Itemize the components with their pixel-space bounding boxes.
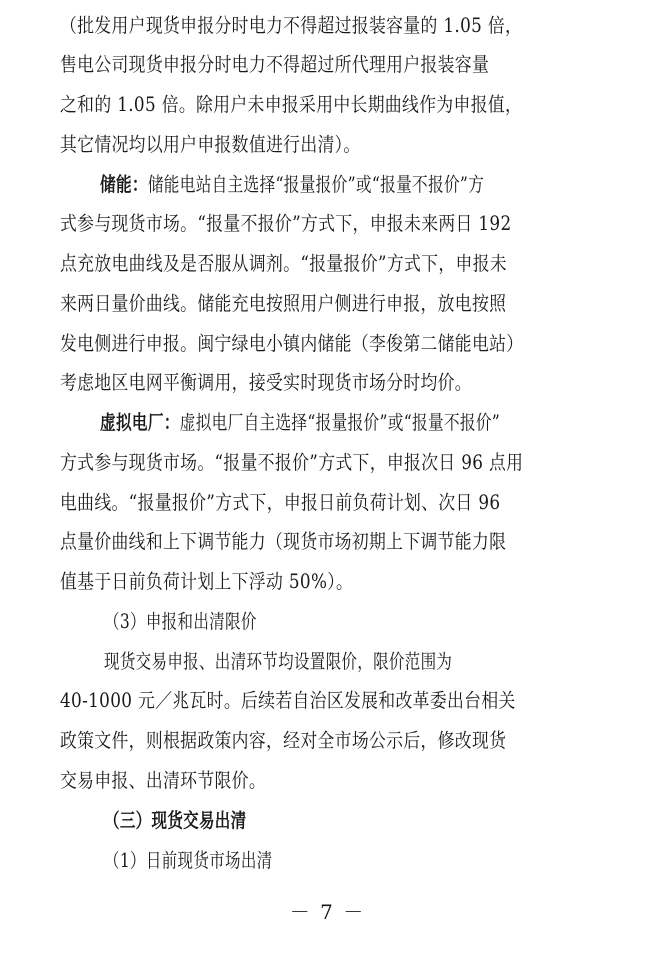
- text-line: [60, 247, 625, 281]
- line-text: 值基于日前负荷计划上下浮动 50%）。: [60, 570, 354, 594]
- storage-heading: 储能：: [100, 173, 148, 197]
- text-line: [60, 207, 625, 241]
- line-text: 发电侧进行申报。闽宁绿电小镇内储能（李俊第二储能电站）: [60, 332, 524, 356]
- text-line: [60, 446, 625, 480]
- line-text: 交易申报、出清环节限价。: [60, 769, 266, 793]
- section-heading: [104, 804, 625, 838]
- text-line: [60, 287, 625, 321]
- line-text: 储能电站自主选择“报量报价”或“报量不报价”方: [147, 173, 485, 197]
- text-line: [60, 88, 625, 122]
- subsection-heading: [104, 844, 625, 878]
- line-text: 考虑地区电网平衡调用，接受实时现货市场分时均价。: [60, 371, 472, 395]
- paragraph-vpp-first-line: [100, 406, 625, 440]
- line-text: 点量价曲线和上下调节能力（现货市场初期上下调节能力限: [60, 530, 507, 554]
- line-text: （批发用户现货申报分时电力不得超过报装容量的 1.05 倍，: [60, 14, 523, 38]
- line-text: 售电公司现货申报分时电力不得超过所代理用户报装容量: [60, 53, 490, 77]
- text-line: [60, 128, 625, 162]
- subsection-heading: [104, 605, 625, 639]
- page-number: － 7 －: [289, 900, 366, 924]
- text-line: [60, 684, 625, 718]
- text-line: [60, 724, 625, 758]
- line-text: 其它情况均以用户申报数值进行出清）。: [60, 133, 361, 157]
- line-text: 电曲线。“报量报价”方式下，申报日前负荷计划、次日 96: [60, 491, 501, 515]
- text-line: [60, 366, 625, 400]
- text-line: [60, 48, 625, 82]
- line-text: 之和的 1.05 倍。除用户未申报采用中长期曲线作为申报值，: [60, 93, 523, 117]
- paragraph-storage-first-line: [100, 168, 625, 202]
- line-text: （1）日前现货市场出清: [104, 848, 273, 872]
- line-text: 方式参与现货市场。“报量不报价”方式下，申报次日 96 点用: [60, 451, 524, 475]
- line-text: 现货交易申报、出清环节均设置限价，限价范围为: [104, 650, 453, 674]
- line-text: （3）申报和出清限价: [104, 610, 257, 634]
- text-line: [60, 764, 625, 798]
- line-text: 政策文件，则根据政策内容，经对全市场公示后，修改现货: [60, 729, 507, 753]
- section-heading-text: （三）现货交易出清: [104, 809, 247, 833]
- text-line: [60, 565, 625, 599]
- line-text: 虚拟电厂自主选择“报量报价”或“报量不报价”: [179, 411, 501, 435]
- line-text: 40-1000 元／兆瓦时。后续若自治区发展和改革委出台相关: [60, 689, 516, 713]
- text-line: [60, 525, 625, 559]
- paragraph-price-limit-first-line: [104, 645, 625, 679]
- text-line: [60, 9, 625, 43]
- text-line: [60, 486, 625, 520]
- line-text: 来两日量价曲线。储能充电按照用户侧进行申报，放电按照: [60, 292, 507, 316]
- text-line: [60, 327, 625, 361]
- vpp-heading: 虚拟电厂：: [100, 411, 180, 435]
- line-text: 点充放电曲线及是否服从调剂。“报量报价”方式下，申报未: [60, 252, 508, 276]
- line-text: 式参与现货市场。“报量不报价”方式下，申报未来两日 192: [60, 212, 512, 236]
